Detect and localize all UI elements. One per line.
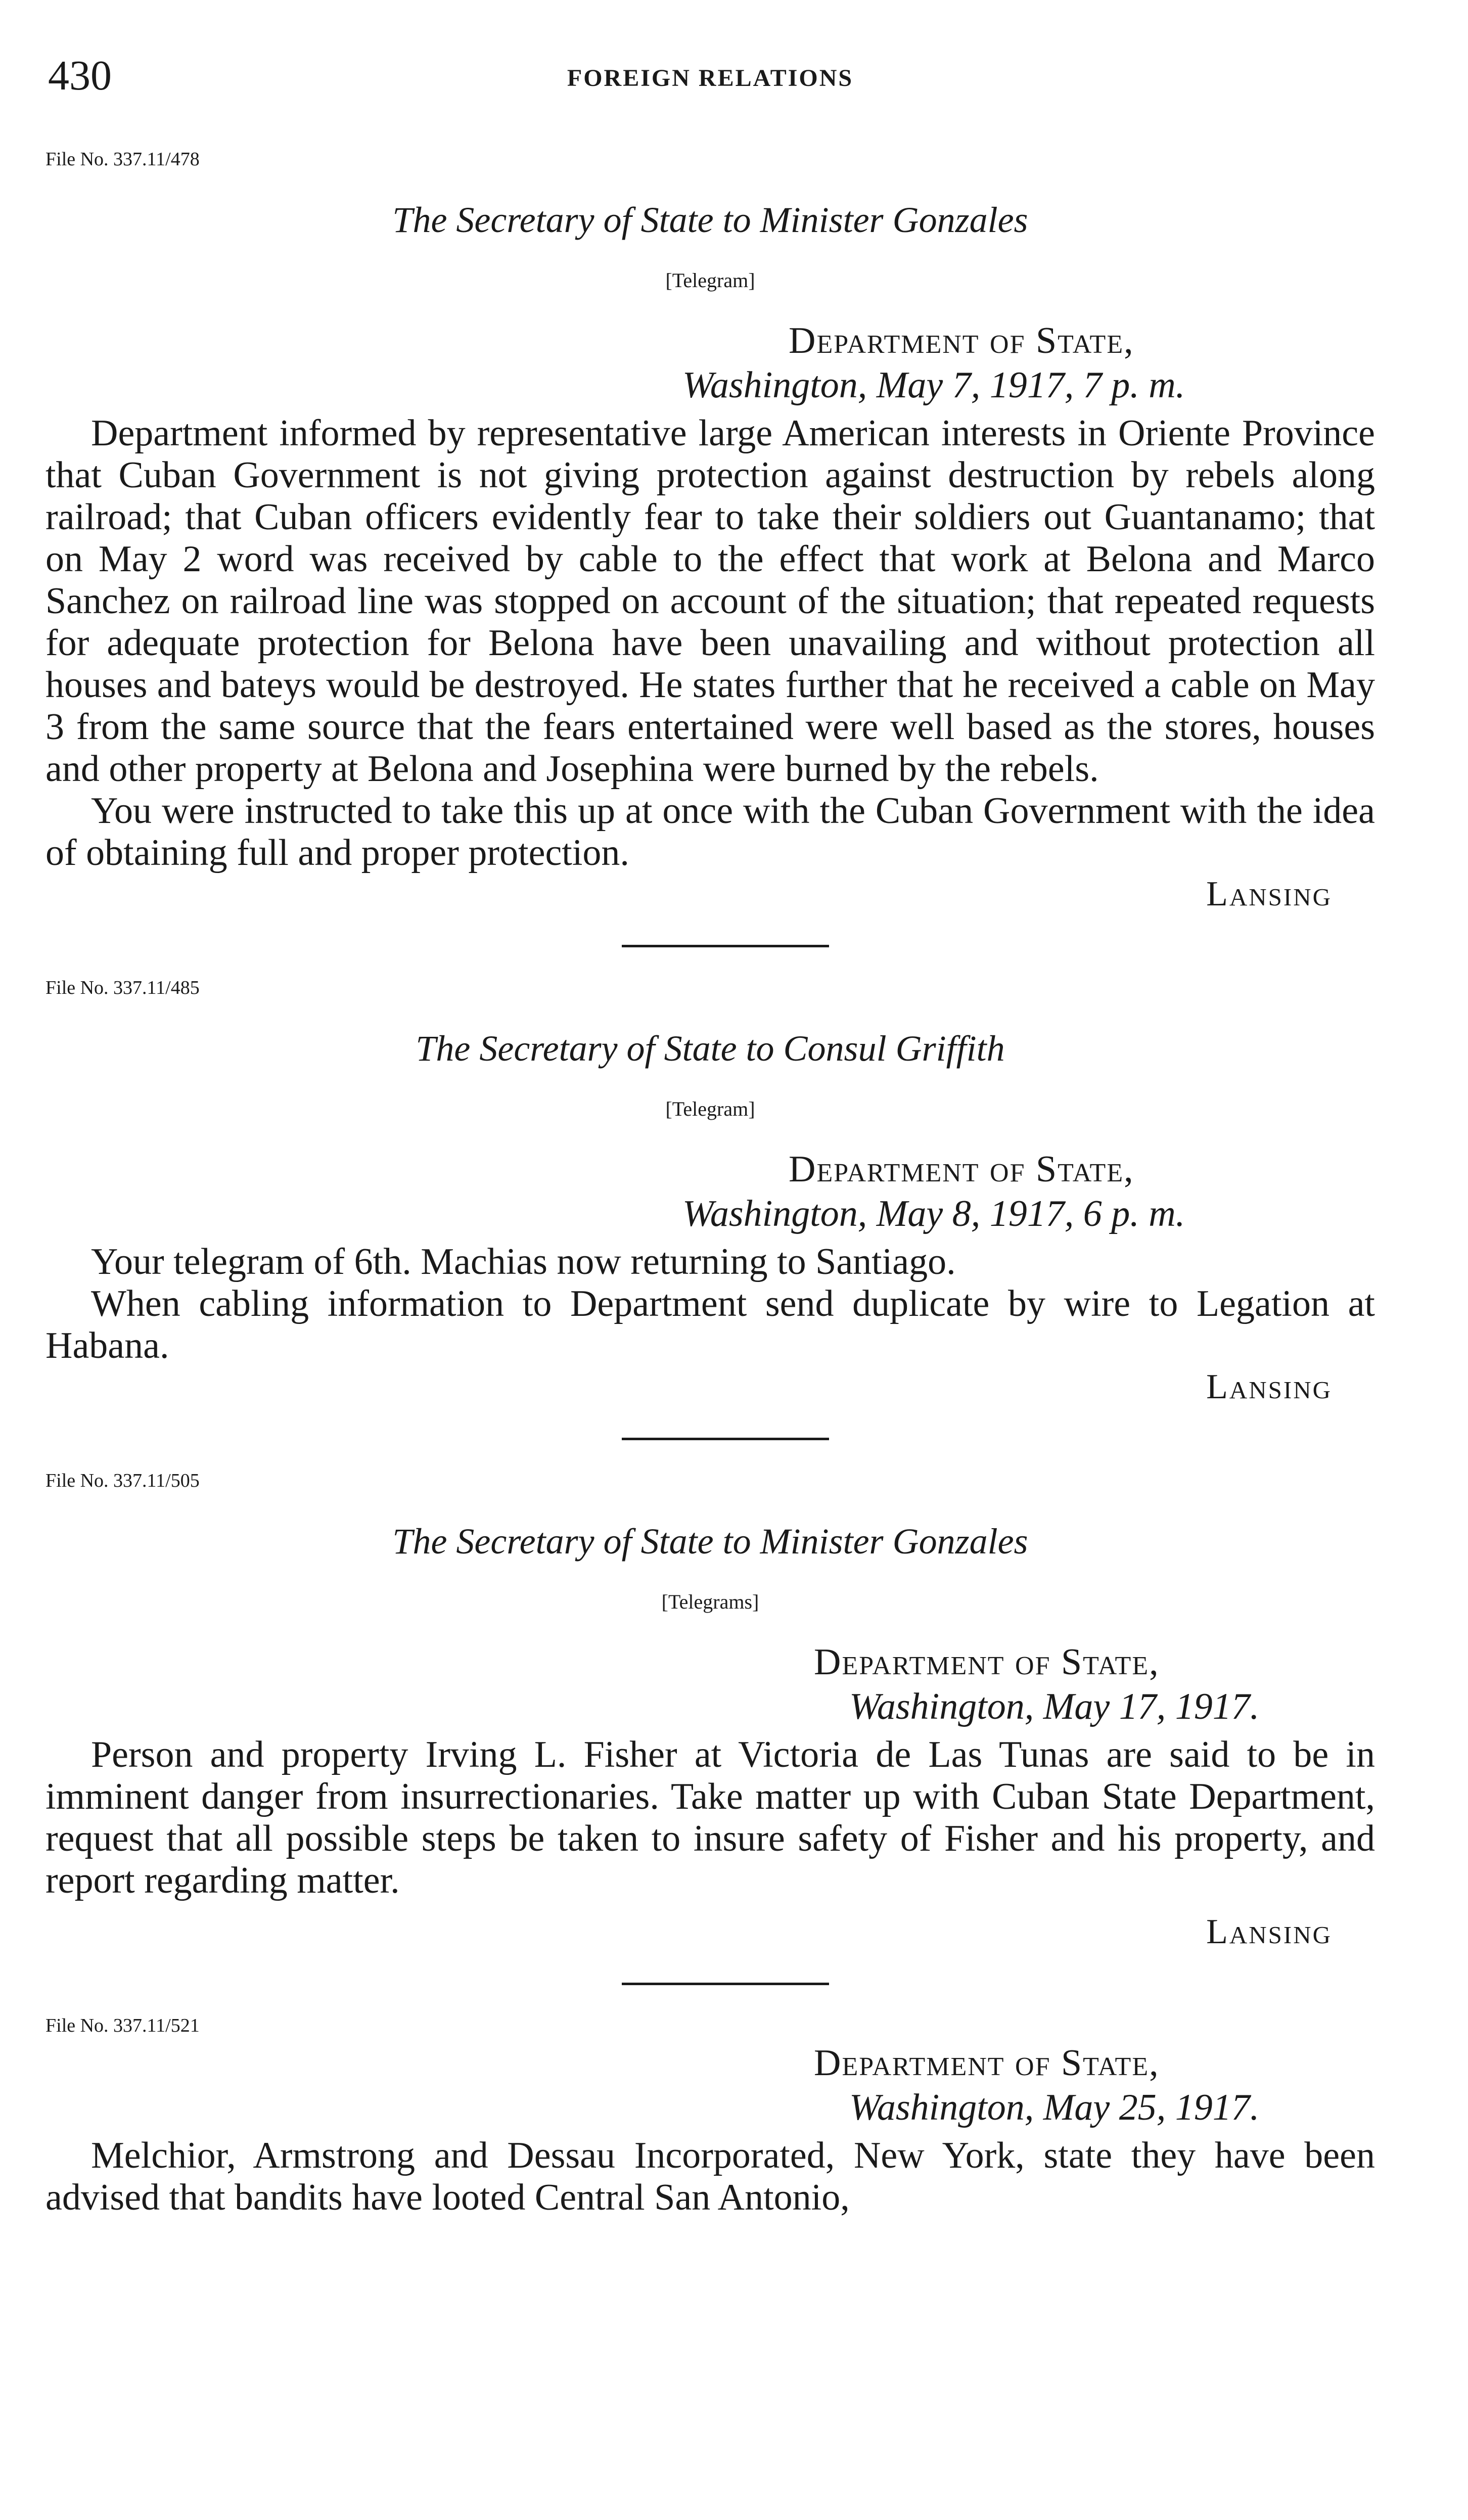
document-kind: [Telegram] xyxy=(665,269,755,292)
running-head xyxy=(48,51,1372,101)
file-number: File No. 337.11/478 xyxy=(45,149,200,170)
section-divider xyxy=(622,1438,829,1440)
document-kind: [Telegrams] xyxy=(661,1590,759,1613)
document-title: The Secretary of State to Consul Griffith xyxy=(416,1028,1005,1069)
signature: Lansing xyxy=(1206,875,1332,913)
place-date-line: Washington, May 8, 1917, 6 p. m. xyxy=(682,1193,1185,1234)
body-paragraph: When cabling information to Department send duplicate by wire to Legation at Habana. xyxy=(45,1283,1375,1366)
document-kind: [Telegram] xyxy=(665,1097,755,1120)
file-number: File No. 337.11/521 xyxy=(45,2015,200,2036)
dateline xyxy=(45,2041,1375,2130)
document-section xyxy=(45,1465,1375,1952)
document-section xyxy=(45,973,1375,1407)
document-title: The Secretary of State to Minister Gonzales xyxy=(392,200,1028,240)
dateline xyxy=(45,1640,1375,1729)
body-paragraph: Melchior, Armstrong and Dessau Incorporated, New York, state they have been advised that bandits have looted Central San Antonio, xyxy=(45,2135,1375,2218)
page-content xyxy=(45,144,1375,2219)
document-title: The Secretary of State to Minister Gonzales xyxy=(392,1521,1028,1562)
place-date-line: Washington, May 25, 1917. xyxy=(849,2087,1260,2128)
section-divider xyxy=(622,1983,829,1985)
document-section xyxy=(45,144,1375,914)
document-section xyxy=(45,2010,1375,2219)
department-line: Department of State, xyxy=(789,320,1134,361)
running-title: FOREIGN RELATIONS xyxy=(567,65,854,91)
place-date-line: Washington, May 17, 1917. xyxy=(849,1686,1260,1727)
body-paragraph: Department informed by representative large American interests in Oriente Province that Cuban Government is not giving protection against destruction by rebels along railroad; that Cuban officers evidently fear to take their soldiers out Guantanamo; that on May 2 word was received by cable to the effect that work at Belona and Marco Sanchez on railroad line was stopped on account of the situation; that repeated requests for adequate protection for Belona have been unavailing and without protection all houses and bateys would be destroyed. He states further that he received a cable on May 3 from the same source that the fears entertained were well based as the stores, houses and other property at Belona and Josephina were burned by the rebels. xyxy=(45,413,1375,790)
dateline xyxy=(45,318,1375,407)
department-line: Department of State, xyxy=(814,1641,1160,1683)
body-paragraph: Person and property Irving L. Fisher at Victoria de Las Tunas are said to be in imminent danger from insurrectionaries. Take matter up with Cuban State Department, request that all possible steps be taken to insure safety of Fisher and his property, and report regarding matter. xyxy=(45,1734,1375,1901)
section-divider xyxy=(622,945,829,947)
signature: Lansing xyxy=(1206,1367,1332,1406)
signature: Lansing xyxy=(1206,1912,1332,1951)
file-number: File No. 337.11/505 xyxy=(45,1470,200,1491)
page-number: 430 xyxy=(48,52,112,99)
file-number: File No. 337.11/485 xyxy=(45,977,200,998)
body-paragraph: You were instructed to take this up at once with the Cuban Government with the idea of obtaining full and proper protection. xyxy=(45,790,1375,874)
department-line: Department of State, xyxy=(814,2042,1160,2084)
dateline xyxy=(45,1147,1375,1236)
body-paragraph: Your telegram of 6th. Machias now returning to Santiago. xyxy=(91,1241,956,1282)
place-date-line: Washington, May 7, 1917, 7 p. m. xyxy=(682,364,1185,406)
department-line: Department of State, xyxy=(789,1149,1134,1190)
